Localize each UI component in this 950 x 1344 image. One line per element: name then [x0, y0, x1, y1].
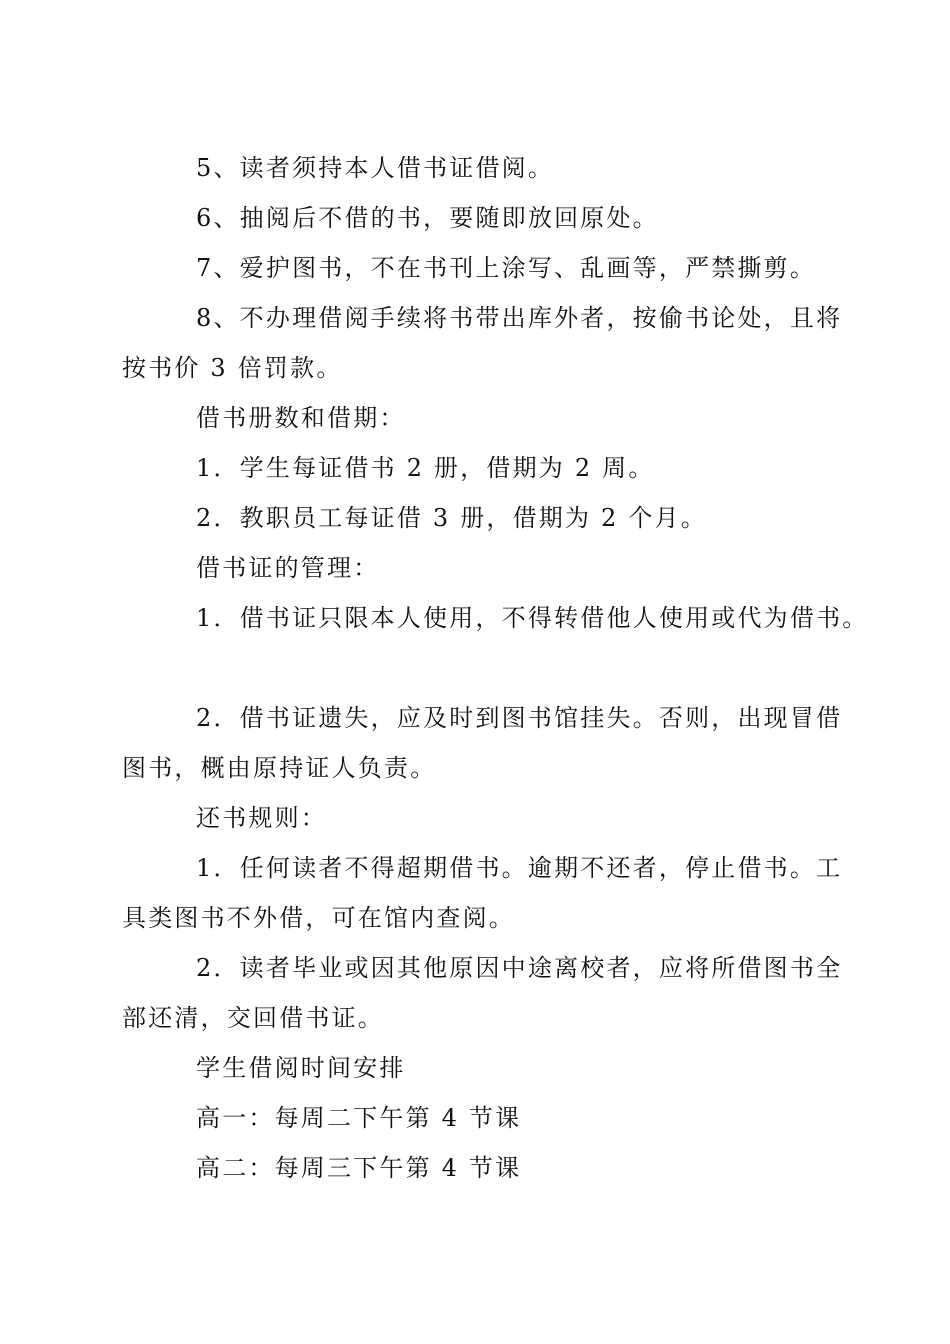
rule-5-line: 5、读者须持本人借书证借阅。: [196, 154, 555, 182]
card-rule-2-line-2: 图书，概由原持证人负责。: [122, 754, 437, 782]
schedule-grade-2: 高二：每周三下午第 4 节课: [196, 1154, 522, 1182]
card-rule-2-line-1: 2．借书证遗失，应及时到图书馆挂失。否则，出现冒借: [196, 704, 843, 732]
rule-8-line-1: 8、不办理借阅手续将书带出库外者，按偷书论处，且将: [196, 304, 843, 332]
return-rule-2-line-2: 部还清，交回借书证。: [122, 1004, 384, 1032]
rule-8-line-2: 按书价 3 倍罚款。: [122, 354, 343, 382]
return-rule-2-line-1: 2．读者毕业或因其他原因中途离校者，应将所借图书全: [196, 954, 843, 982]
borrow-limit-staff: 2．教职员工每证借 3 册，借期为 2 个月。: [196, 504, 707, 532]
rule-6-line: 6、抽阅后不借的书，要随即放回原处。: [196, 204, 659, 232]
section-heading-card-management: 借书证的管理：: [196, 554, 380, 582]
return-rule-1-line-2: 具类图书不外借，可在馆内查阅。: [122, 904, 515, 932]
borrow-limit-students: 1．学生每证借书 2 册，借期为 2 周。: [196, 454, 655, 482]
schedule-grade-1: 高一：每周二下午第 4 节课: [196, 1104, 522, 1132]
rule-7-line: 7、爱护图书，不在书刊上涂写、乱画等，严禁撕剪。: [196, 254, 817, 282]
return-rule-1-line-1: 1．任何读者不得超期借书。逾期不还者，停止借书。工: [196, 854, 843, 882]
section-heading-schedule: 学生借阅时间安排: [196, 1054, 406, 1082]
section-heading-return-rules: 还书规则：: [196, 804, 327, 832]
card-rule-1: 1．借书证只限本人使用，不得转借他人使用或代为借书。: [196, 604, 869, 632]
section-heading-borrow-limits: 借书册数和借期：: [196, 404, 406, 432]
